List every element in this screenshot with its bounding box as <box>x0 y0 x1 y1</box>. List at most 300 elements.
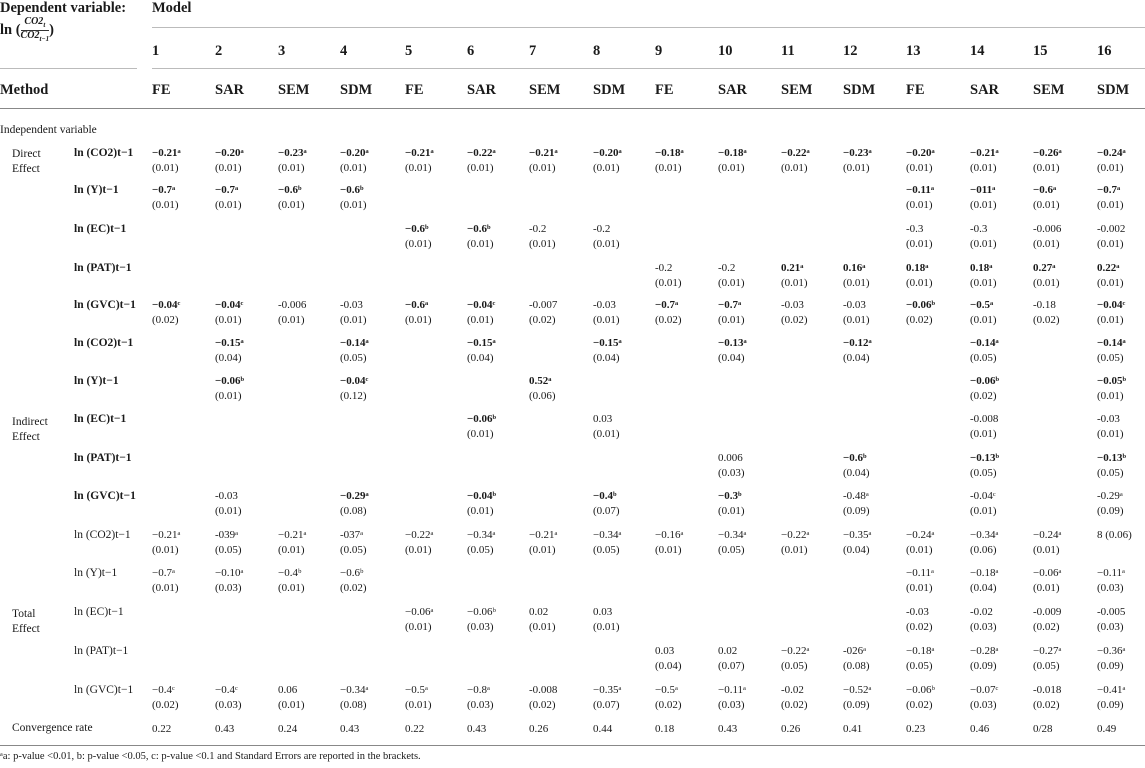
coefficient-value: -0.006 <box>278 299 307 311</box>
standard-error: (0.02) <box>1033 621 1060 633</box>
method-name: SDM <box>843 82 876 98</box>
standard-error: (0.09) <box>970 660 997 672</box>
table-cell <box>843 336 872 366</box>
coefficient-value: −0.3ᵇ <box>718 490 742 502</box>
table-cell <box>970 644 998 674</box>
coefficient-value: -0.04ᶜ <box>970 490 996 502</box>
table-cell <box>1097 412 1124 442</box>
coefficient-value: −0.06ᵇ <box>467 413 497 425</box>
method-name: FE <box>405 82 424 98</box>
variable-label: ln (PAT)t−1 <box>74 262 132 274</box>
coefficient-value: −0.15ᵃ <box>215 337 244 349</box>
standard-error: (0.01) <box>1033 582 1060 594</box>
group-direct-effect: Direct Effect <box>12 148 41 175</box>
table-cell <box>1033 528 1061 558</box>
model-number: 3 <box>278 43 286 59</box>
standard-error: (0.01) <box>593 238 620 250</box>
standard-error: (0.01) <box>278 544 305 556</box>
method-name: SEM <box>278 82 310 98</box>
standard-error: (0.01) <box>970 505 997 517</box>
model-number: 7 <box>529 43 537 59</box>
table-cell <box>467 222 494 252</box>
coefficient-value: −0.04ᶜ <box>1097 299 1126 311</box>
table-cell <box>970 261 997 291</box>
table-cell <box>906 222 933 252</box>
coefficient-value: -0.008 <box>970 413 999 425</box>
coefficient-value: −0.22ᵃ <box>781 645 810 657</box>
model-number: 1 <box>152 43 160 59</box>
coefficient-value: −0.22ᵃ <box>781 147 810 159</box>
table-bottom-rule <box>0 745 1145 746</box>
variable-label: ln (Y)t−1 <box>74 567 118 579</box>
coefficient-value: −0.04ᶜ <box>215 299 244 311</box>
variable-label: ln (CO2)t−1 <box>74 337 134 349</box>
coefficient-value: −0.04ᶜ <box>340 375 369 387</box>
table-cell <box>215 528 242 558</box>
convergence-value: 0.23 <box>906 723 926 735</box>
variable-label: ln (GVC)t−1 <box>74 299 136 311</box>
standard-error: (0.01) <box>152 199 179 211</box>
convergence-value: 0.49 <box>1097 723 1117 735</box>
coefficient-value: 0.006 <box>718 452 743 464</box>
coefficient-value: −0.11ᵃ <box>906 567 935 579</box>
standard-error: (0.01) <box>970 199 997 211</box>
table-cell <box>718 528 746 558</box>
coefficient-value: -026ᵃ <box>843 645 867 657</box>
standard-error: (0.04) <box>655 660 682 672</box>
table-cell <box>278 183 305 213</box>
standard-error: (0.01) <box>906 199 933 211</box>
table-cell <box>215 489 242 519</box>
table-cell <box>1097 683 1125 713</box>
coefficient-value: -0.03 <box>906 606 929 618</box>
standard-error: (0.01) <box>781 277 808 289</box>
coefficient-value: −0.6ᵃ <box>405 299 429 311</box>
standard-error: (0.01) <box>843 277 870 289</box>
model-number: 13 <box>906 43 921 59</box>
coefficient-value: −0.20ᵃ <box>906 147 935 159</box>
dependent-variable-label: Dependent variable: <box>0 0 127 16</box>
table-cell <box>843 489 870 519</box>
method-name: SAR <box>467 82 497 98</box>
standard-error: (0.01) <box>405 314 432 326</box>
coefficient-value: −0.11ᵃ <box>1097 567 1126 579</box>
coefficient-value: 0.52ᵃ <box>529 375 552 387</box>
standard-error: (0.07) <box>718 660 745 672</box>
standard-error: (0.05) <box>718 544 745 556</box>
standard-error: (0.01) <box>718 162 745 174</box>
coefficient-value: −0.6ᵇ <box>405 223 429 235</box>
coefficient-value: -0.002 <box>1097 223 1126 235</box>
method-label: Method <box>0 82 49 98</box>
table-cell <box>843 528 871 558</box>
coefficient-value: −0.41ᵃ <box>1097 684 1126 696</box>
standard-error: (0.01) <box>970 162 997 174</box>
coefficient-value: −0.7ᵃ <box>655 299 679 311</box>
table-cell <box>906 683 935 713</box>
model-number: 12 <box>843 43 858 59</box>
table-cell <box>529 298 557 328</box>
table-cell <box>970 374 999 404</box>
table-cell <box>970 489 997 519</box>
convergence-value: 0.22 <box>152 723 172 735</box>
standard-error: (0.01) <box>529 238 556 250</box>
table-cell <box>1097 261 1124 291</box>
table-cell <box>781 528 809 558</box>
table-cell <box>1033 261 1060 291</box>
standard-error: (0.05) <box>340 352 367 364</box>
standard-error: (0.01) <box>1097 162 1124 174</box>
standard-error: (0.01) <box>1097 199 1124 211</box>
coefficient-value: 8 (0.06) <box>1097 529 1132 541</box>
variable-label: ln (Y)t−1 <box>74 184 119 196</box>
table-cell <box>529 146 558 176</box>
convergence-value: 0.26 <box>781 723 801 735</box>
standard-error: (0.01) <box>718 505 745 517</box>
table-cell <box>843 146 872 176</box>
table-cell <box>340 336 369 366</box>
convergence-value: 0.43 <box>340 723 360 735</box>
table-cell <box>781 261 808 291</box>
coefficient-value: −0.35ᵃ <box>593 684 622 696</box>
coefficient-value: 0.18ᵃ <box>906 262 929 274</box>
method-name: SDM <box>1097 82 1130 98</box>
standard-error: (0.04) <box>467 352 494 364</box>
dependent-variable-formula: ln ( $\frac{CO2_t}{CO2_{t-1}}$ ) <box>0 16 54 43</box>
coefficient-value: -0.2 <box>593 223 611 235</box>
standard-error: (0.01) <box>593 428 620 440</box>
table-cell <box>970 605 997 635</box>
variable-label: ln (PAT)t−1 <box>74 645 129 657</box>
standard-error: (0.09) <box>1097 699 1124 711</box>
table-cell <box>1033 566 1061 596</box>
standard-error: (0.03) <box>970 699 997 711</box>
standard-error: (0.01) <box>1097 277 1124 289</box>
table-cell <box>215 566 243 596</box>
coefficient-value: −0.15ᵃ <box>593 337 622 349</box>
coefficient-value: −0.28ᵃ <box>970 645 999 657</box>
table-cell <box>467 412 496 442</box>
table-cell <box>1097 183 1124 213</box>
standard-error: (0.08) <box>843 660 870 672</box>
coefficient-value: −0.5ᵃ <box>655 684 678 696</box>
standard-error: (0.07) <box>593 505 620 517</box>
coefficient-value: −0.16ᵃ <box>655 529 684 541</box>
coefficient-value: −0.7ᵃ <box>152 567 175 579</box>
model-number: 14 <box>970 43 985 59</box>
standard-error: (0.02) <box>529 314 556 326</box>
table-cell <box>405 683 432 713</box>
convergence-label: Convergence rate <box>12 722 93 734</box>
table-cell <box>593 146 622 176</box>
method-name: SDM <box>593 82 626 98</box>
coefficient-value: −0.21ᵃ <box>152 529 181 541</box>
standard-error: (0.02) <box>529 699 556 711</box>
standard-error: (0.01) <box>152 544 179 556</box>
table-cell <box>278 683 305 713</box>
table-cell <box>340 683 368 713</box>
table-cell <box>593 489 620 519</box>
table-cell <box>970 412 998 442</box>
table-cell <box>467 146 496 176</box>
table-cell <box>593 412 620 442</box>
header-rule-left <box>0 68 137 69</box>
standard-error: (0.02) <box>655 699 682 711</box>
coefficient-value: 0.02 <box>718 645 738 657</box>
table-cell <box>970 298 997 328</box>
coefficient-value: −0.06ᵇ <box>906 684 935 696</box>
coefficient-value: -0.005 <box>1097 606 1126 618</box>
table-cell <box>970 683 998 713</box>
standard-error: (0.01) <box>843 314 870 326</box>
table-cell <box>843 451 870 481</box>
table-cell <box>1097 336 1126 366</box>
standard-error: (0.12) <box>340 390 367 402</box>
coefficient-value: −0.7ᵃ <box>1097 184 1121 196</box>
standard-error: (0.05) <box>215 544 242 556</box>
table-cell <box>467 528 495 558</box>
standard-error: (0.05) <box>781 660 808 672</box>
standard-error: (0.02) <box>1033 314 1060 326</box>
standard-error: (0.04) <box>843 544 870 556</box>
table-cell <box>278 528 306 558</box>
coefficient-value: −0.7ᵃ <box>718 299 742 311</box>
table-cell <box>970 336 999 366</box>
standard-error: (0.01) <box>529 544 556 556</box>
standard-error: (0.01) <box>467 314 494 326</box>
table-cell <box>405 605 433 635</box>
model-number: 4 <box>340 43 348 59</box>
table-cell <box>843 261 870 291</box>
table-cell <box>1097 222 1125 252</box>
standard-error: (0.01) <box>467 505 494 517</box>
standard-error: (0.02) <box>781 699 808 711</box>
model-number: 8 <box>593 43 601 59</box>
coefficient-value: −0.6ᵇ <box>467 223 491 235</box>
coefficient-value: -0.03 <box>843 299 866 311</box>
coefficient-value: 0.16ᵃ <box>843 262 866 274</box>
table-cell <box>655 528 683 558</box>
coefficient-value: 0.27ᵃ <box>1033 262 1056 274</box>
standard-error: (0.01) <box>405 699 432 711</box>
coefficient-value: −0.06ᵇ <box>467 606 496 618</box>
coefficient-value: -0.009 <box>1033 606 1062 618</box>
coefficient-value: -0.03 <box>215 490 238 502</box>
header-bottom-rule <box>0 108 1145 109</box>
table-cell <box>970 183 997 213</box>
variable-label: ln (EC)t−1 <box>74 223 127 235</box>
table-cell <box>1033 298 1060 328</box>
table-cell <box>843 644 870 674</box>
standard-error: (0.01) <box>906 277 933 289</box>
standard-error: (0.01) <box>215 505 242 517</box>
coefficient-value: −0.7ᵃ <box>215 184 239 196</box>
standard-error: (0.01) <box>278 314 305 326</box>
coefficient-value: −0.13ᵇ <box>1097 452 1127 464</box>
model-number: 10 <box>718 43 733 59</box>
variable-label: ln (Y)t−1 <box>74 375 119 387</box>
coefficient-value: −0.34ᵃ <box>718 529 747 541</box>
table-cell <box>152 528 180 558</box>
coefficient-value: −011ᵃ <box>970 184 996 196</box>
table-cell <box>278 566 305 596</box>
method-name: SAR <box>970 82 1000 98</box>
table-cell <box>152 183 179 213</box>
table-cell <box>1097 374 1126 404</box>
table-cell <box>1097 146 1126 176</box>
standard-error: (0.01) <box>405 238 432 250</box>
standard-error: (0.02) <box>152 314 179 326</box>
standard-error: (0.05) <box>340 544 367 556</box>
coefficient-value: −0.23ᵃ <box>278 147 307 159</box>
coefficient-value: 0.22ᵃ <box>1097 262 1120 274</box>
section-label: Independent variable <box>0 124 97 136</box>
variable-label: ln (EC)t−1 <box>74 606 124 618</box>
table-cell <box>593 528 621 558</box>
standard-error: (0.01) <box>467 428 494 440</box>
table-cell <box>152 298 180 328</box>
standard-error: (0.07) <box>593 699 620 711</box>
standard-error: (0.02) <box>152 699 179 711</box>
coefficient-value: -0.02 <box>970 606 993 618</box>
standard-error: (0.01) <box>215 162 242 174</box>
standard-error: (0.01) <box>340 199 367 211</box>
standard-error: (0.01) <box>655 162 682 174</box>
coefficient-value: 0.02 <box>529 606 549 618</box>
standard-error: (0.08) <box>340 505 367 517</box>
table-cell <box>340 528 367 558</box>
coefficient-value: −0.52ᵃ <box>843 684 872 696</box>
standard-error: (0.02) <box>655 314 682 326</box>
standard-error: (0.01) <box>718 314 745 326</box>
method-name: FE <box>152 82 171 98</box>
table-cell <box>152 566 179 596</box>
table-cell <box>906 566 934 596</box>
standard-error: (0.03) <box>718 467 745 479</box>
coefficient-value: −0.04ᵇ <box>467 490 497 502</box>
model-number: 15 <box>1033 43 1048 59</box>
standard-error: (0.03) <box>1097 621 1124 633</box>
convergence-value: 0.41 <box>843 723 863 735</box>
coefficient-value: −0.34ᵃ <box>593 529 622 541</box>
coefficient-value: −0.36ᵃ <box>1097 645 1126 657</box>
coefficient-value: −0.34ᵃ <box>467 529 496 541</box>
table-cell <box>718 451 745 481</box>
standard-error: (0.04) <box>215 352 242 364</box>
coefficient-value: −0.27ᵃ <box>1033 645 1062 657</box>
coefficient-value: −0.11ᵃ <box>906 184 935 196</box>
coefficient-value: −0.24ᵃ <box>1033 529 1062 541</box>
standard-error: (0.01) <box>340 314 367 326</box>
coefficient-value: −0.06ᵃ <box>1033 567 1062 579</box>
coefficient-value: -0.3 <box>970 223 988 235</box>
table-cell <box>340 146 369 176</box>
standard-error: (0.01) <box>405 162 432 174</box>
table-cell <box>405 528 433 558</box>
coefficient-value: −0.13ᵃ <box>718 337 747 349</box>
table-cell <box>215 374 244 404</box>
coefficient-value: −0.04ᶜ <box>467 299 496 311</box>
table-cell <box>405 146 434 176</box>
coefficient-value: −0.22ᵃ <box>467 147 496 159</box>
variable-label: ln (EC)t−1 <box>74 413 127 425</box>
coefficient-value: -0.008 <box>529 684 558 696</box>
coefficient-value: −0.8ᵃ <box>467 684 490 696</box>
standard-error: (0.04) <box>843 467 870 479</box>
coefficient-value: 0.21ᵃ <box>781 262 804 274</box>
coefficient-value: -0.03 <box>340 299 363 311</box>
group-total-effect: Total Effect <box>12 608 40 635</box>
standard-error: (0.04) <box>718 352 745 364</box>
standard-error: (0.01) <box>529 162 556 174</box>
convergence-value: 0.26 <box>529 723 549 735</box>
standard-error: (0.02) <box>906 621 933 633</box>
coefficient-value: −0.18ᵃ <box>970 567 999 579</box>
coefficient-value: −0.24ᵃ <box>1097 147 1126 159</box>
table-cell <box>843 683 871 713</box>
table-cell <box>593 298 620 328</box>
standard-error: (0.04) <box>970 582 997 594</box>
table-cell <box>718 336 747 366</box>
standard-error: (0.01) <box>1097 238 1124 250</box>
variable-label: ln (CO2)t−1 <box>74 529 131 541</box>
method-name: SDM <box>340 82 373 98</box>
table-cell <box>340 374 368 404</box>
coefficient-value: −0.20ᵃ <box>593 147 622 159</box>
table-cell <box>152 146 181 176</box>
standard-error: (0.01) <box>215 390 242 402</box>
variable-label: ln (GVC)t−1 <box>74 684 134 696</box>
coefficient-value: −0.21ᵃ <box>278 529 307 541</box>
table-cell <box>405 222 432 252</box>
coefficient-value: -0.3 <box>906 223 924 235</box>
table-cell <box>405 298 432 328</box>
coefficient-value: −0.21ᵃ <box>529 529 558 541</box>
coefficient-value: -0.48ᵃ <box>843 490 869 502</box>
table-cell <box>906 298 935 328</box>
model-number: 5 <box>405 43 413 59</box>
standard-error: (0.06) <box>970 544 997 556</box>
standard-error: (0.01) <box>906 544 933 556</box>
table-cell <box>655 298 682 328</box>
table-cell <box>340 566 367 596</box>
table-cell <box>593 605 620 635</box>
convergence-value: 0.44 <box>593 723 613 735</box>
coefficient-value: −0.18ᵃ <box>906 645 935 657</box>
table-cell <box>970 566 998 596</box>
standard-error: (0.08) <box>340 699 367 711</box>
standard-error: (0.05) <box>1097 352 1124 364</box>
convergence-value: 0.43 <box>215 723 235 735</box>
variable-label: ln (CO2)t−1 <box>74 147 134 159</box>
table-cell <box>215 298 243 328</box>
coefficient-value: −0.18ᵃ <box>655 147 684 159</box>
table-cell <box>1033 644 1061 674</box>
standard-error: (0.02) <box>340 582 367 594</box>
standard-error: (0.03) <box>215 699 242 711</box>
table-cell <box>970 451 999 481</box>
standard-error: (0.01) <box>278 699 305 711</box>
table-cell <box>718 644 745 674</box>
standard-error: (0.01) <box>593 162 620 174</box>
table-cell <box>781 298 808 328</box>
table-cell <box>529 528 557 558</box>
table-cell <box>718 298 745 328</box>
coefficient-value: -0.018 <box>1033 684 1062 696</box>
table-cell <box>906 261 933 291</box>
table-cell <box>906 644 934 674</box>
table-cell <box>1097 489 1124 519</box>
